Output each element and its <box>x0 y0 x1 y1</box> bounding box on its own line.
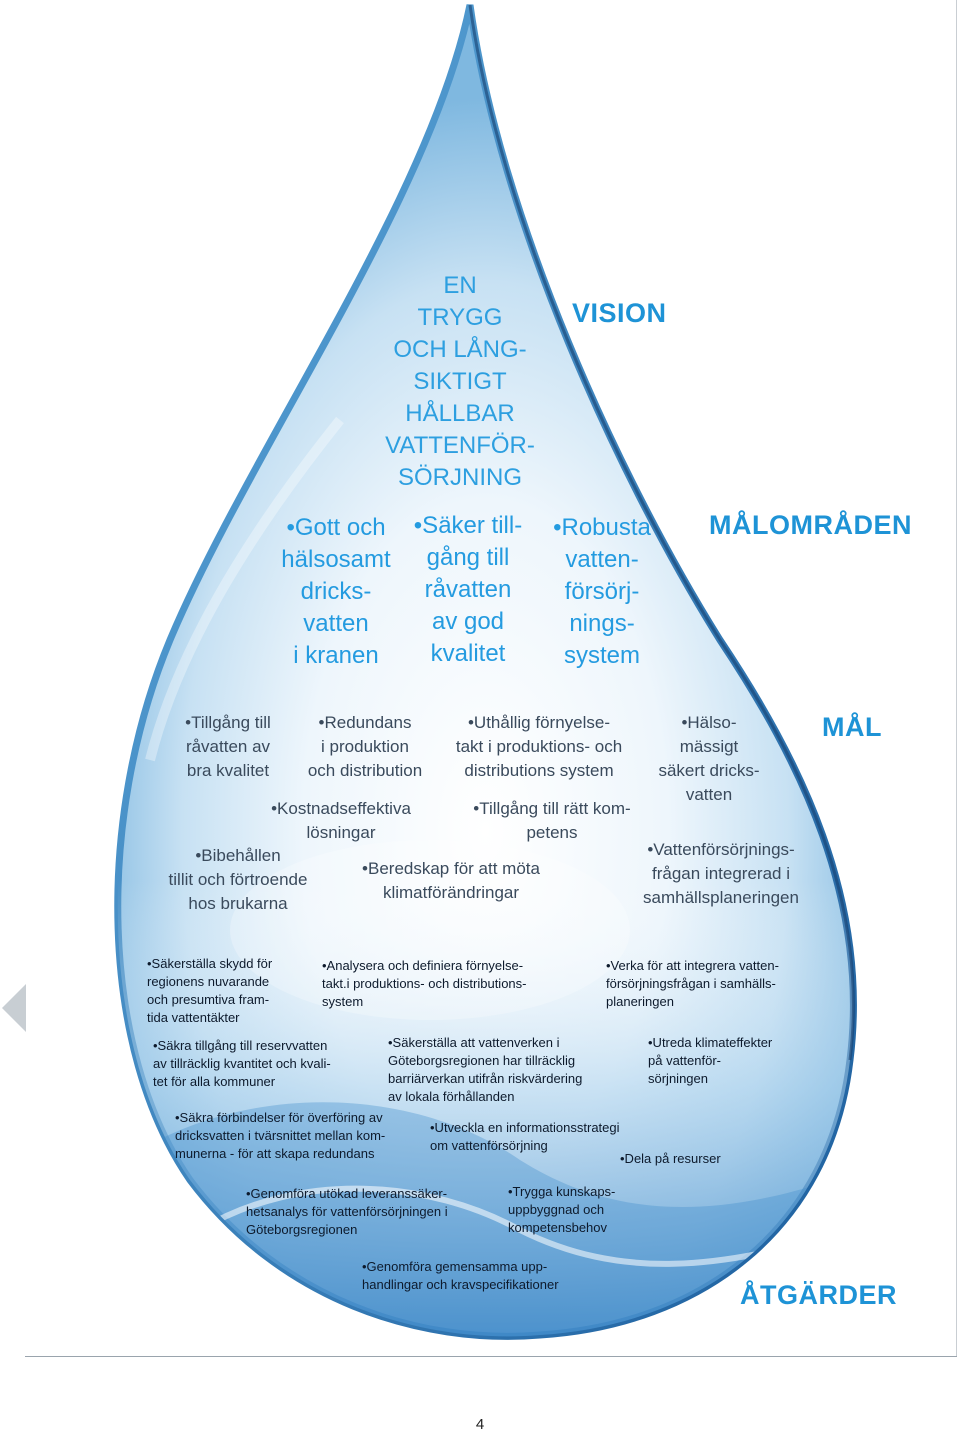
mal-item: •Beredskap för att möta klimatförändringar <box>362 859 540 902</box>
page-number: 4 <box>475 1416 485 1433</box>
vision-statement: EN TRYGG OCH LÅNG- SIKTIGT HÅLLBAR VATTENFÖR- SÖRJNING <box>385 272 535 491</box>
atgard-item: •Säkra tillgång till reservvatten av tillräcklig kvantitet och kvali- tet för alla kommuner <box>153 1038 331 1089</box>
left-arrow-icon <box>2 984 26 1032</box>
mal-item: •Uthållig förnyelse- takt i produktions- och distributions system <box>455 713 623 780</box>
atgard-item: •Genomföra utökad leveranssäker- hetsanalys för vattenförsörjningen i Göteborgsregionen <box>246 1186 448 1237</box>
level-label-mal: MÅL <box>822 712 882 742</box>
atgard-item: •Säkerställa skydd för regionens nuvarande och presumtiva fram- tida vattentäkter <box>147 956 273 1025</box>
malomrade-item: •Robusta vatten- försörj- nings- system <box>553 514 651 669</box>
mal-item: •Tillgång till rätt kom- petens <box>473 799 631 842</box>
atgard-item: •Utreda klimateffekter på vattenför- sörjningen <box>648 1035 773 1086</box>
atgard-item: •Verka för att integrera vatten- försörjningsfrågan i samhälls- planeringen <box>606 958 779 1009</box>
mal-item: •Hälso- mässigt säkert dricks- vatten <box>658 713 760 804</box>
atgard-item: •Trygga kunskaps- uppbyggnad och kompetensbehov <box>508 1184 616 1235</box>
atgard-item: •Säkra förbindelser för överföring av dricksvatten i tvärsnittet mellan kom- munerna - för att skapa redundans <box>175 1110 386 1161</box>
mal-item: •Redundans i produktion och distribution <box>307 713 423 780</box>
atgard-item: •Utveckla en informationsstrategi om vattenförsörjning <box>430 1120 620 1153</box>
mal-item: •Vattenförsörjnings- frågan integrerad i samhällsplaneringen <box>643 840 799 907</box>
malomrade-item: •Gott och hälsosamt dricks- vatten i kranen <box>281 514 391 669</box>
page-border-right <box>956 0 957 1357</box>
level-label-malomraden: MÅLOMRÅDEN <box>709 510 912 540</box>
atgard-item: •Dela på resurser <box>620 1151 721 1166</box>
atgard-item: •Analysera och definiera förnyelse- takt.i produktions- och distributions- system <box>322 958 527 1009</box>
mal-item: •Tillgång till råvatten av bra kvalitet <box>185 713 271 780</box>
mal-item: •Bibehållen tillit och förtroende hos brukarna <box>168 846 308 913</box>
page-border-bottom <box>25 1356 957 1357</box>
atgard-item: •Säkerställa att vattenverken i Göteborgsregionen har tillräcklig barriärverkan utifrån riskvärdering av lokala förhållanden <box>388 1035 583 1104</box>
mal-item: •Kostnadseffektiva lösningar <box>271 799 411 842</box>
atgard-item: •Genomföra gemensamma upp- handlingar och kravspecifikationer <box>362 1259 559 1292</box>
level-label-atgarder: ÅTGÄRDER <box>740 1280 897 1310</box>
level-label-vision: VISION <box>572 298 667 328</box>
malomrade-item: •Säker till- gång till råvatten av god kvalitet <box>413 512 523 667</box>
